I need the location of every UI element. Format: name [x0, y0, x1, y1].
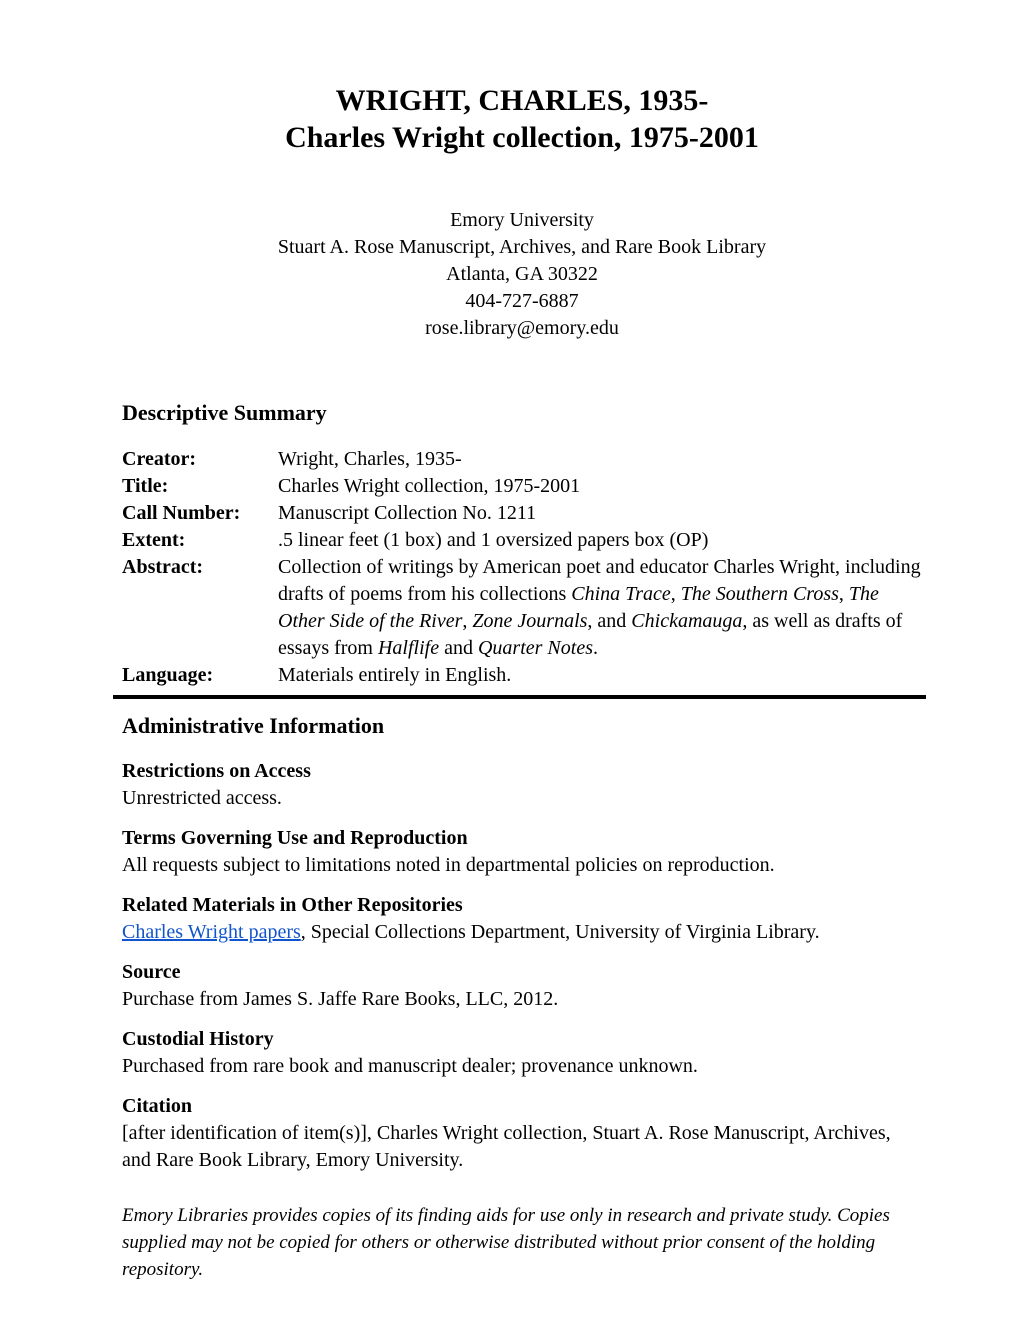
section-heading-descriptive-summary: Descriptive Summary [122, 400, 327, 425]
text-segment: Zone Journals [472, 610, 588, 632]
field-label-call-number: Call Number: [122, 502, 241, 524]
subsection-source [122, 959, 922, 1013]
text-segment: Unrestricted access. [122, 787, 282, 809]
text-segment: Purchased from rare book and manuscript dealer; provenance unknown. [122, 1055, 698, 1077]
text-segment: Chickamauga [631, 610, 743, 632]
text-segment: Halflife [377, 637, 440, 659]
text-segment: Manuscript Collection No. 1211 [278, 502, 537, 524]
text-segment: Charles Wright collection, 1975-2001 [278, 475, 581, 497]
field-row-extent [122, 527, 922, 554]
field-row-creator [122, 446, 922, 473]
text-segment: Collection of writings by American poet and educator Charles Wright, including drafts of poems from his collections [278, 556, 921, 605]
section-divider-rule [113, 695, 926, 699]
field-label-abstract: Abstract: [122, 556, 204, 578]
subsection-body-terms-governing-use [122, 852, 922, 879]
subsection-heading-restrictions-on-access: Restrictions on Access [122, 760, 311, 782]
address-line-phone: 404-727-6887 [465, 290, 579, 312]
subsection-heading-related-materials: Related Materials in Other Repositories [122, 894, 463, 916]
text-segment: [after identification of item(s)], Charles Wright collection, Stuart A. Rose Manuscript, Archives, and Rare Book Library, Emory University. [122, 1122, 891, 1171]
page-title [122, 82, 922, 156]
section-heading-administrative-information: Administrative Information [122, 713, 385, 738]
text-segment: , and [587, 610, 632, 632]
field-label-language: Language: [122, 664, 214, 686]
text-segment: All requests subject to limitations noted in departmental policies on reproduction. [122, 854, 775, 876]
subsection-heading-citation: Citation [122, 1095, 192, 1117]
charles-wright-papers-link[interactable]: Charles Wright papers [122, 921, 301, 943]
subsection-body-source [122, 986, 922, 1013]
field-label-title: Title: [122, 475, 169, 497]
text-segment: The Southern Cross [680, 583, 839, 605]
field-row-title [122, 473, 922, 500]
field-value-call-number [278, 500, 922, 527]
subsection-body-restrictions-on-access [122, 785, 922, 812]
text-segment: , [838, 583, 849, 605]
field-value-extent [278, 527, 922, 554]
field-row-language [122, 662, 922, 689]
subsection-body-custodial-history [122, 1053, 922, 1080]
subsection-restrictions-on-access [122, 758, 922, 812]
text-segment: , as well as drafts of essays from [278, 610, 903, 659]
text-segment: China Trace [571, 583, 671, 605]
text-segment: , Special Collections Department, University of Virginia Library. [300, 921, 820, 943]
subsection-related-materials [122, 892, 922, 946]
repository-address [122, 207, 922, 342]
text-segment: , [670, 583, 681, 605]
descriptive-summary-fields [122, 446, 922, 689]
title-line-2: Charles Wright collection, 1975-2001 [285, 121, 759, 154]
text-segment: The Other Side of the River [278, 583, 879, 632]
subsection-custodial-history [122, 1026, 922, 1080]
subsection-citation [122, 1093, 922, 1174]
address-line-email: rose.library@emory.edu [425, 317, 619, 339]
field-value-title [278, 473, 922, 500]
field-value-language [278, 662, 922, 689]
address-line-institution: Emory University [450, 209, 594, 231]
text-segment: . [592, 637, 598, 659]
text-segment: and [439, 637, 478, 659]
footer-usage-note: Emory Libraries provides copies of its finding aids for use only in research and private study. Copies supplied may not be copied for others or otherwise distributed without prior consent of the holding repository. [122, 1205, 890, 1280]
field-label-creator: Creator: [122, 448, 197, 470]
text-segment: Quarter Notes [477, 637, 593, 659]
subsection-heading-terms-governing-use: Terms Governing Use and Reproduction [122, 827, 468, 849]
address-line-library: Stuart A. Rose Manuscript, Archives, and Rare Book Library [277, 236, 767, 258]
text-segment: .5 linear feet (1 box) and 1 oversized papers box (OP) [278, 529, 709, 551]
subsection-heading-source: Source [122, 961, 181, 983]
subsection-body-related-materials [122, 919, 922, 946]
subsection-heading-custodial-history: Custodial History [122, 1028, 274, 1050]
text-segment: , [462, 610, 473, 632]
field-value-creator [278, 446, 922, 473]
field-row-abstract [122, 554, 922, 662]
subsection-body-citation [122, 1120, 922, 1174]
text-segment: Wright, Charles, 1935- [278, 448, 462, 470]
subsection-terms-governing-use [122, 825, 922, 879]
text-segment: Purchase from James S. Jaffe Rare Books, LLC, 2012. [122, 988, 559, 1010]
address-line-city: Atlanta, GA 30322 [446, 263, 598, 285]
field-value-abstract [278, 554, 922, 662]
title-line-1: WRIGHT, CHARLES, 1935- [335, 84, 709, 117]
field-row-call-number [122, 500, 922, 527]
field-label-extent: Extent: [122, 529, 186, 551]
text-segment: Materials entirely in English. [278, 664, 512, 686]
